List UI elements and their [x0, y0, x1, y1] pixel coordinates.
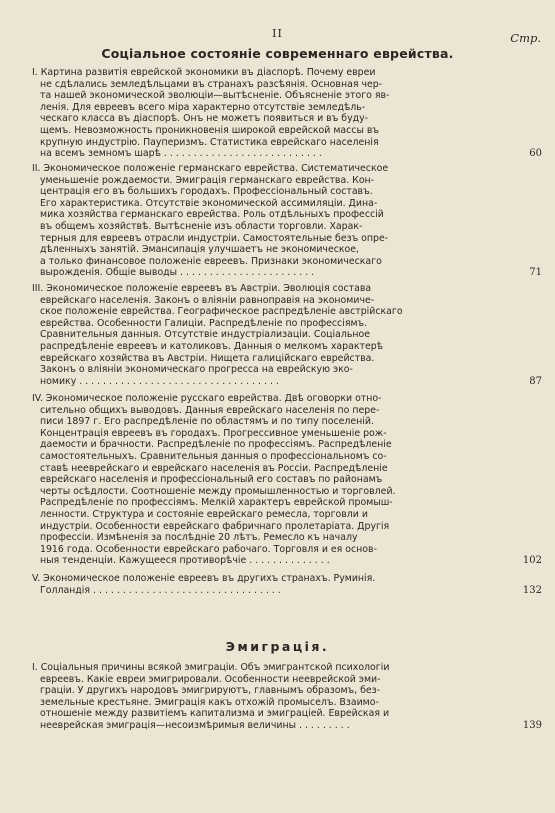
toc-line: профессіи. Измѣненія за послѣдніе 20 лѣтъ. Ремесло къ началу — [40, 532, 358, 544]
toc-line: черты осѣдлости. Соотношеніе между промышленностью и торговлей. — [40, 485, 396, 497]
page-column-heading: Стр. — [510, 31, 541, 45]
section-title-social-state: Соціальное состояніе современнаго еврейства. — [101, 46, 454, 61]
toc-page-number: 87 — [529, 375, 542, 387]
toc-page-number: 60 — [529, 148, 542, 160]
toc-line: ставѣ нееврейскаго и еврейскаго населенія въ Россіи. Распредѣленіе — [40, 462, 388, 474]
toc-line: уменьшеніе рождаемости. Эмиграція германскаго еврейства. Кон- — [40, 174, 375, 186]
toc-entry-emigration-1 — [32, 662, 542, 732]
toc-line: IV. Экономическое положеніе русскаго еврейства. Двѣ оговорки отно- — [32, 393, 382, 404]
toc-line: 1916 года. Особенности еврейскаго рабочаго. Торговля и ея основ- — [40, 543, 377, 555]
toc-line: сительно общихъ выводовъ. Данныя еврейскаго населенія по пере- — [40, 404, 380, 416]
toc-line: писи 1897 г. Его распредѣленіе по областямъ и по типу поселеній. — [40, 416, 374, 428]
toc-line: ское положеніе еврейства. Географическое распредѣленіе австрійскаго — [40, 306, 403, 318]
toc-entry-chapter-4 — [32, 393, 542, 567]
toc-line: въ общемъ хозяйствѣ. Вытѣсненіе изъ области торговли. Харак- — [40, 220, 363, 232]
toc-line: III. Экономическое положеніе евреевъ въ Австріи. Эволюція состава — [32, 283, 372, 294]
toc-line: ленія. Для евреевъ всего міра характерно отсутствіе земледѣль- — [40, 101, 366, 113]
toc-line: а только финансовое положеніе евреевъ. Признаки экономическаго — [40, 255, 382, 267]
toc-line: еврейства. Особенности Галиціи. Распредѣленіе по профессіямъ. — [40, 317, 368, 329]
toc-page-number: 139 — [522, 719, 542, 731]
toc-line: еврейскаго хозяйства въ Австріи. Нищета галиційскаго еврейства. — [40, 352, 375, 364]
toc-line: отношеніе между развитіемъ капитализма и эмиграціей. Еврейская и — [40, 708, 390, 720]
toc-line: Голландія . . . . . . . . . . . . . . . . . . . . . . . . . . . . . . . . 132 — [40, 584, 542, 596]
toc-line: крупную индустрію. Пауперизмъ. Статистика еврейскаго населенія — [40, 136, 379, 148]
toc-line: V. Экономическое положеніе евреевъ въ другихъ странахъ. Руминія. — [32, 573, 376, 584]
toc-line: центрація его въ большихъ городахъ. Профессіональный составъ. — [40, 186, 373, 198]
toc-page-number: 102 — [522, 555, 542, 567]
toc-line: ческаго класса въ діаспорѣ. Онъ не можетъ появиться и въ буду- — [40, 113, 369, 125]
toc-line: ныя тенденціи. Кажущееся противорѣчіе . . . . . . . . . . . . . . 102 — [40, 555, 542, 567]
toc-page-number: 71 — [529, 267, 542, 279]
toc-page-number: 132 — [522, 584, 542, 596]
toc-line: даемости и брачности. Распредѣленіе по профессіямъ. Распредѣленіе — [40, 439, 392, 451]
toc-line: еврейскаго населенія. Законъ о вліяніи равноправія на экономиче- — [40, 294, 375, 306]
toc-line: евреевъ. Какіе евреи эмигрировали. Особенности нееврейской эми- — [40, 673, 381, 685]
toc-line: номику . . . . . . . . . . . . . . . . . . . . . . . . . . . . . . . . . . 87 — [40, 375, 542, 387]
toc-line: на всемъ земномъ шарѣ . . . . . . . . . . . . . . . . . . . . . . . . . . . 60 — [40, 148, 542, 160]
toc-line: Его характеристика. Отсутствіе экономической ассимиляціи. Дина- — [40, 197, 378, 209]
toc-line: индустріи. Особенности еврейскаго фабричнаго пролетаріата. Другія — [40, 520, 390, 532]
toc-entry-chapter-5 — [32, 573, 542, 596]
toc-line: вырожденія. Общіе выводы . . . . . . . . . . . . . . . . . . . . . . . 71 — [40, 267, 542, 279]
toc-line: дѣленныхъ занятій. Эмансипація улучшаетъ не экономическое, — [40, 244, 360, 256]
section-title-emigration: Эмиграція. — [225, 639, 330, 654]
toc-line: та нашей экономической эволюціи—вытѣсненіе. Объясненіе этого яв- — [40, 90, 390, 102]
toc-line: I. Картина развитія еврейской экономики въ діаспорѣ. Почему евреи — [32, 67, 376, 78]
toc-line: Сравнительныя данныя. Отсутствіе индустріализаціи. Соціальное — [40, 329, 371, 341]
page-number: II — [272, 27, 283, 40]
toc-entry-chapter-1 — [32, 67, 542, 160]
toc-line: граціи. У другихъ народовъ эмигрируютъ, главнымъ образомъ, без- — [40, 685, 381, 697]
toc-line: щемъ. Невозможность проникновенія широкой еврейской массы въ — [40, 124, 379, 136]
toc-line: ленности. Структура и состояніе еврейскаго ремесла, торговли и — [40, 508, 368, 520]
toc-line: нееврейская эмиграція—несоизмѣримыя величины . . . . . . . . . 139 — [40, 719, 542, 731]
toc-line: распредѣленіе евреевъ и католиковъ. Данныя о мелкомъ характерѣ — [40, 340, 384, 352]
toc-line: еврейскаго населенія и профессіональный его составъ по районамъ — [40, 474, 383, 486]
toc-line: терныя для евреевъ отрасли индустріи. Самостоятельные безъ опре- — [40, 232, 389, 244]
toc-line: Концентрація евреевъ въ городахъ. Прогрессивное уменьшеніе рож- — [40, 427, 387, 439]
toc-line: I. Соціальныя причины всякой эмиграціи. Объ эмигрантской психологіи — [32, 662, 390, 673]
toc-line: Законъ о вліяніи экономическаго прогресса на еврейскую эко- — [40, 364, 353, 376]
toc-line: II. Экономическое положеніе германскаго еврейства. Систематическое — [32, 163, 389, 174]
toc-entry-chapter-3 — [32, 283, 542, 387]
toc-line: мика хозяйства германскаго еврейства. Роль отдѣльныхъ профессій — [40, 209, 384, 221]
toc-line: не сдѣлались земледѣльцами въ странахъ разсѣянія. Основная чер- — [40, 78, 383, 90]
toc-line: Распредѣленіе по профессіямъ. Мелкій характеръ еврейской промыш- — [40, 497, 393, 509]
toc-line: самостоятельныхъ. Сравнительныя данныя о профессіональномъ со- — [40, 450, 387, 462]
toc-line: земельные крестьяне. Эмиграція какъ отхожій промыселъ. Взаимо- — [40, 696, 379, 708]
toc-entry-chapter-2 — [32, 163, 542, 279]
